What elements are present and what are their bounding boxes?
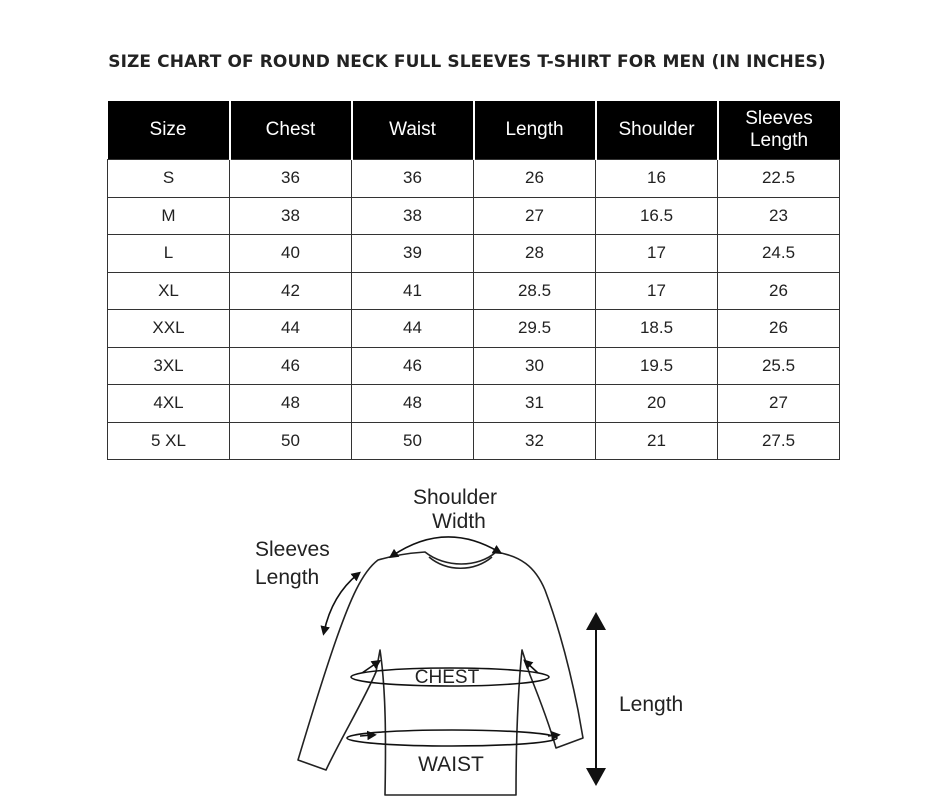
sleeves-arrow [324,574,358,632]
cell-chest: 40 [230,235,352,273]
sleeves-length-label: Sleeves [255,538,330,561]
cell-sleeves-length: 26 [718,272,840,310]
cell-size: L [108,235,230,273]
cell-waist: 44 [352,310,474,348]
header-size: Size [108,101,230,160]
length-label: Length [619,693,684,716]
table-row [108,235,840,273]
cell-size: 5 XL [108,422,230,460]
chest-label: CHEST [414,667,480,688]
cell-chest: 42 [230,272,352,310]
cell-size: 3XL [108,347,230,385]
cell-chest: 38 [230,197,352,235]
header-sleeves-length: Sleeves Length [718,101,840,160]
cell-size: XXL [108,310,230,348]
cell-sleeves-length: 26 [718,310,840,348]
cell-size: XL [108,272,230,310]
cell-waist: 38 [352,197,474,235]
cell-length: 26 [474,160,596,198]
cell-sleeves-length: 22.5 [718,160,840,198]
cell-waist: 48 [352,385,474,423]
cell-size: M [108,197,230,235]
cell-shoulder: 17 [596,272,718,310]
sleeves-length-label-2: Length [255,566,320,589]
cell-chest: 36 [230,160,352,198]
waist-label: WAIST [418,753,484,776]
header-chest: Chest [230,101,352,160]
cell-shoulder: 20 [596,385,718,423]
cell-chest: 46 [230,347,352,385]
cell-length: 27 [474,197,596,235]
page-title: SIZE CHART OF ROUND NECK FULL SLEEVES T-SHIRT FOR MEN (IN INCHES) [108,52,826,72]
table-row [108,310,840,348]
cell-sleeves-length: 27.5 [718,422,840,460]
shoulder-width-label-2: Width [432,510,486,533]
cell-shoulder: 21 [596,422,718,460]
cell-shoulder: 16.5 [596,197,718,235]
cell-waist: 46 [352,347,474,385]
cell-sleeves-length: 25.5 [718,347,840,385]
cell-length: 31 [474,385,596,423]
cell-chest: 48 [230,385,352,423]
header-length: Length [474,101,596,160]
cell-shoulder: 18.5 [596,310,718,348]
table-header-row [108,101,840,160]
table-row [108,160,840,198]
cell-sleeves-length: 24.5 [718,235,840,273]
tshirt-measurement-diagram [0,470,934,796]
cell-length: 30 [474,347,596,385]
cell-chest: 44 [230,310,352,348]
cell-shoulder: 17 [596,235,718,273]
size-chart-table [107,101,840,460]
cell-waist: 41 [352,272,474,310]
cell-chest: 50 [230,422,352,460]
cell-size: 4XL [108,385,230,423]
waist-ellipse-arrow [347,730,557,746]
cell-waist: 39 [352,235,474,273]
table-body [108,160,840,460]
table-row [108,197,840,235]
cell-length: 28 [474,235,596,273]
cell-length: 32 [474,422,596,460]
cell-sleeves-length: 27 [718,385,840,423]
length-arrow [586,612,606,786]
header-shoulder: Shoulder [596,101,718,160]
table-row [108,385,840,423]
header-waist: Waist [352,101,474,160]
cell-sleeves-length: 23 [718,197,840,235]
cell-length: 29.5 [474,310,596,348]
cell-waist: 36 [352,160,474,198]
cell-shoulder: 19.5 [596,347,718,385]
cell-length: 28.5 [474,272,596,310]
cell-waist: 50 [352,422,474,460]
cell-shoulder: 16 [596,160,718,198]
table-row [108,422,840,460]
table-row [108,272,840,310]
shoulder-width-label: Shoulder [412,486,498,509]
cell-size: S [108,160,230,198]
table-row [108,347,840,385]
